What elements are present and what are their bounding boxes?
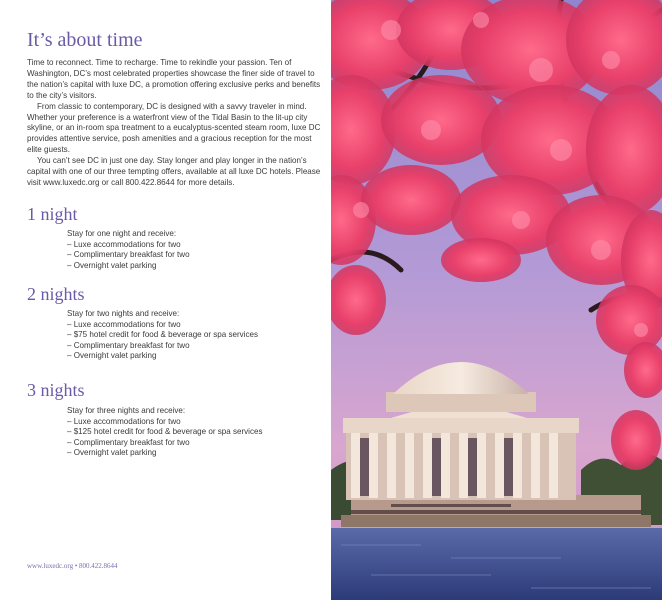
- photo-illustration: [331, 0, 662, 600]
- offer-item: – $75 hotel credit for food & beverage or spa services: [67, 330, 258, 340]
- offer-details-3-nights: [67, 406, 267, 458]
- offer-item: – Complimentary breakfast for two: [67, 340, 190, 350]
- jefferson-memorial-cherry-blossoms-photo: [331, 0, 662, 600]
- offer-lead: Stay for one night and receive:: [67, 229, 177, 238]
- offer-lead: Stay for three nights and receive:: [67, 406, 186, 415]
- offer-list: [67, 240, 267, 271]
- offer-item: – Complimentary breakfast for two: [67, 250, 190, 260]
- offer-item: – Complimentary breakfast for two: [67, 437, 190, 447]
- offer-item: – $125 hotel credit for food & beverage or spa services: [67, 427, 263, 437]
- offer-item: – Luxe accommodations for two: [67, 240, 181, 250]
- intro-text: [27, 58, 325, 189]
- offer-details-2-nights: [67, 309, 267, 361]
- offer-item: – Overnight valet parking: [67, 447, 157, 457]
- offer-item: – Overnight valet parking: [67, 260, 157, 270]
- offer-item: – Luxe accommodations for two: [67, 417, 181, 427]
- offer-lead: Stay for two nights and receive:: [67, 309, 180, 318]
- offer-details-1-night: [67, 229, 267, 271]
- footer-contact: www.luxedc.org • 800.422.8644: [27, 562, 118, 570]
- offer-list: [67, 320, 267, 361]
- offer-item: – Luxe accommodations for two: [67, 320, 181, 330]
- offer-title-1-night: 1 night: [27, 204, 78, 224]
- intro-paragraph: You can’t see DC in just one day. Stay longer and play longer in the nation’s capital with one of our three tempting offers, available at all luxe DC hotels. Please visit www.luxedc.org or call 800.422.8644 for more details.: [27, 156, 321, 187]
- page-title: It’s about time: [27, 29, 143, 51]
- offer-list: [67, 417, 267, 458]
- offer-item: – Overnight valet parking: [67, 350, 157, 360]
- offer-title-3-nights: 3 nights: [27, 380, 85, 400]
- intro-paragraph: Time to reconnect. Time to recharge. Time to rekindle your passion. Ten of Washington, DC’s most celebrated properties showcase the finer side of travel to the nation’s capital with luxe DC, a promotion offering exclusive perks and benefits to the city’s visitors.: [27, 58, 321, 100]
- intro-paragraph: From classic to contemporary, DC is designed with a savvy traveler in mind. Whether your preference is a waterfront view of the Tidal Basin to the lit-up city skyline, or an in-room spa treatment to a eucalyptus-scented steam room, luxe DC provides attentive service, posh amenities and a gracious reception for the most elite guests.: [27, 101, 321, 155]
- offer-title-2-nights: 2 nights: [27, 284, 85, 304]
